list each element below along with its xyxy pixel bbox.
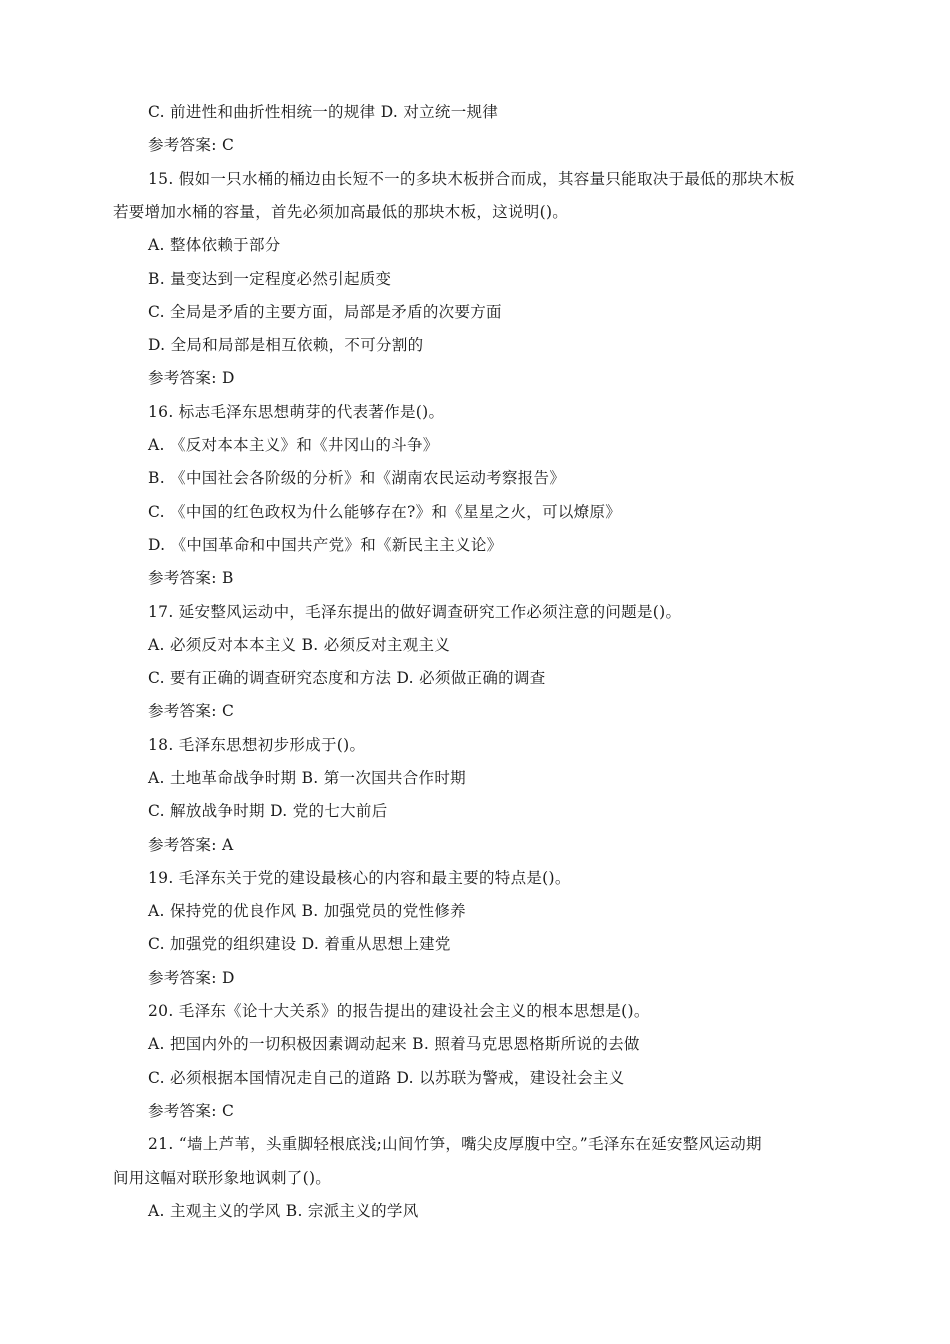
text-line: C. 必须根据本国情况走自己的道路 D. 以苏联为警戒，建设社会主义: [148, 1069, 625, 1087]
text-line: C. 解放战争时期 D. 党的七大前后: [148, 802, 388, 820]
text-line: 15. 假如一只水桶的桶边由长短不一的多块木板拼合而成，其容量只能取决于最低的那块木板: [148, 170, 795, 188]
text-line: 参考答案: A: [148, 836, 234, 854]
text-line: C. 加强党的组织建设 D. 着重从思想上建党: [148, 935, 451, 953]
text-line: 19. 毛泽东关于党的建设最核心的内容和最主要的特点是()。: [148, 869, 571, 887]
text-line: A. 土地革命战争时期 B. 第一次国共合作时期: [148, 769, 466, 787]
text-line: 18. 毛泽东思想初步形成于()。: [148, 736, 366, 754]
text-line: 参考答案: B: [148, 569, 234, 587]
text-line: A. 整体依赖于部分: [148, 236, 281, 254]
text-line: 16. 标志毛泽东思想萌芽的代表著作是()。: [148, 403, 445, 421]
text-line: A. 把国内外的一切积极因素调动起来 B. 照着马克思恩格斯所说的去做: [148, 1035, 640, 1053]
text-line: C. 要有正确的调查研究态度和方法 D. 必须做正确的调查: [148, 669, 546, 687]
text-line: A. 主观主义的学风 B. 宗派主义的学风: [148, 1202, 419, 1220]
text-line: 参考答案: C: [148, 136, 235, 154]
text-line: 间用这幅对联形象地讽刺了()。: [113, 1169, 332, 1187]
text-line: D. 全局和局部是相互依赖，不可分割的: [148, 336, 424, 354]
text-line: A. 《反对本本主义》和《井冈山的斗争》: [148, 436, 439, 454]
text-line: B. 量变达到一定程度必然引起质变: [148, 270, 392, 288]
text-line: 若要增加水桶的容量，首先必须加高最低的那块木板，这说明()。: [113, 203, 569, 221]
text-line: C. 全局是矛盾的主要方面，局部是矛盾的次要方面: [148, 303, 502, 321]
text-line: 参考答案: C: [148, 1102, 235, 1120]
text-line: A. 必须反对本本主义 B. 必须反对主观主义: [148, 636, 451, 654]
text-line: A. 保持党的优良作风 B. 加强党员的党性修养: [148, 902, 466, 920]
text-line: 17. 延安整风运动中，毛泽东提出的做好调查研究工作必须注意的问题是()。: [148, 603, 682, 621]
text-line: 21. “墙上芦苇，头重脚轻根底浅;山间竹笋，嘴尖皮厚腹中空。”毛泽东在延安整风运动期: [148, 1135, 762, 1153]
text-line: C. 前进性和曲折性相统一的规律 D. 对立统一规律: [148, 103, 499, 121]
text-line: 参考答案: D: [148, 969, 235, 987]
text-line: 参考答案: C: [148, 702, 235, 720]
text-line: C. 《中国的红色政权为什么能够存在?》和《星星之火，可以燎原》: [148, 503, 622, 521]
text-line: B. 《中国社会各阶级的分析》和《湖南农民运动考察报告》: [148, 469, 566, 487]
text-line: 20. 毛泽东《论十大关系》的报告提出的建设社会主义的根本思想是()。: [148, 1002, 650, 1020]
text-line: D. 《中国革命和中国共产党》和《新民主主义论》: [148, 536, 503, 554]
text-line: 参考答案: D: [148, 369, 235, 387]
